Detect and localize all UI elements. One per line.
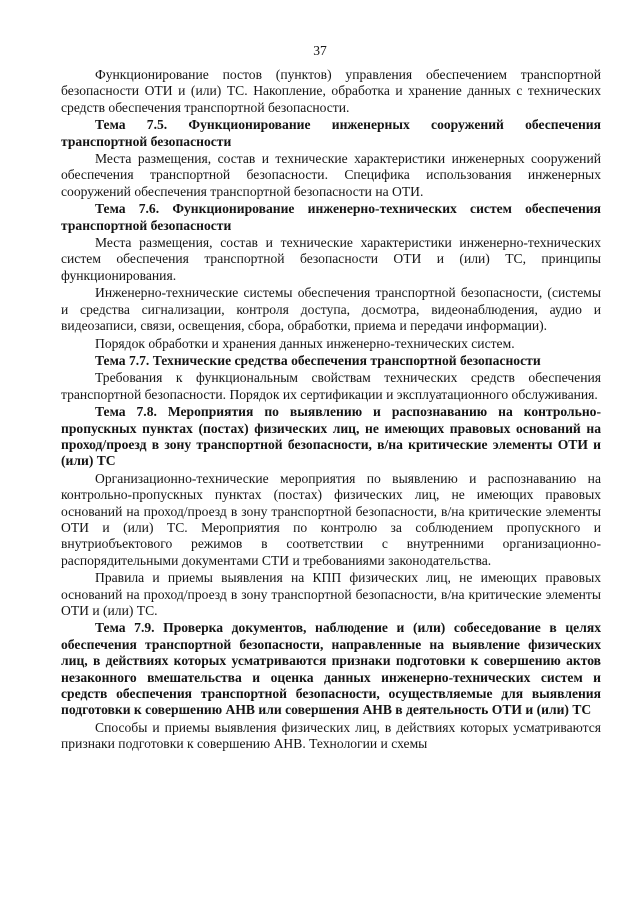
section-heading: Тема 7.9. Проверка документов, наблюдение и (или) собеседование в целях обеспечения транспортной безопасности, направленные на выявление физических лиц, в действиях которых усматриваются признаки подготовки к совершению актов незаконного вмешательства и оценка данных инженерно-технических систем и средств обеспечения транспортной безопасности, осуществляемые для выявления подготовки к совершению АНВ или совершения АНВ в деятельность ОТИ и (или) ТС — [61, 620, 601, 718]
paragraph: Порядок обработки и хранения данных инженерно-технических систем. — [95, 335, 515, 351]
paragraph: Правила и приемы выявления на КПП физических лиц, не имеющих правовых оснований на проход/проезд в зону транспортной безопасности, в/на критические элементы ОТИ и (или) ТС. — [61, 570, 601, 618]
page-number: 37 — [313, 43, 327, 58]
paragraph: Требования к функциональным свойствам технических средств обеспечения транспортной безопасности. Порядок их сертификации и эксплуатационного обслуживания. — [61, 370, 601, 402]
paragraph: Места размещения, состав и технические характеристики инженерно-технических систем обеспечения транспортной безопасности ОТИ и (или) ТС, принципы функционирования. — [61, 235, 601, 283]
paragraph: Места размещения, состав и технические характеристики инженерных сооружений обеспечения транспортной безопасности. Специфика использования инженерных сооружений обеспечения транспортной безопасности на ОТИ. — [61, 151, 601, 199]
section-heading: Тема 7.7. Технические средства обеспечения транспортной безопасности — [95, 352, 541, 368]
section-heading: Тема 7.5. Функционирование инженерных сооружений обеспечения транспортной безопасности — [61, 117, 601, 149]
paragraph: Инженерно-технические системы обеспечения транспортной безопасности, (системы и средства сигнализации, контроля доступа, досмотра, видеонаблюдения, аудио и видеозаписи, связи, освещения, сбора, обработки, приема и передачи информации). — [61, 285, 601, 334]
section-heading: Тема 7.8. Мероприятия по выявлению и распознаванию на контрольно-пропускных пунктах (постах) физических лиц, не имеющих правовых оснований на проход/проезд в зону транспортной безопасности, в/на критические элементы ОТИ и (или) ТС — [61, 404, 601, 469]
section-heading: Тема 7.6. Функционирование инженерно-технических систем обеспечения транспортной безопасности — [61, 201, 601, 233]
paragraph: Организационно-технические мероприятия по выявлению и распознаванию на контрольно-пропускных пунктах (постах) физических лиц, не имеющих правовых оснований на проход/проезд в зону транспортной безопасности, в/на критические элементы ОТИ и (или) ТС. Мероприятия по контролю за соблюдением пропускного и внутриобъектового режимов в соответствии с внутренними организационно-распорядительными документами СТИ и требованиями законодательства. — [61, 470, 601, 568]
paragraph: Способы и приемы выявления физических лиц, в действиях которых усматриваются признаки подготовки к совершению АНВ. Технологии и схемы — [61, 719, 601, 752]
page-body — [61, 67, 601, 754]
paragraph: Функционирование постов (пунктов) управления обеспечением транспортной безопасности ОТИ и (или) ТС. Накопление, обработка и хранение данных с технических средств обеспечения транспортной безопасности. — [61, 67, 601, 115]
